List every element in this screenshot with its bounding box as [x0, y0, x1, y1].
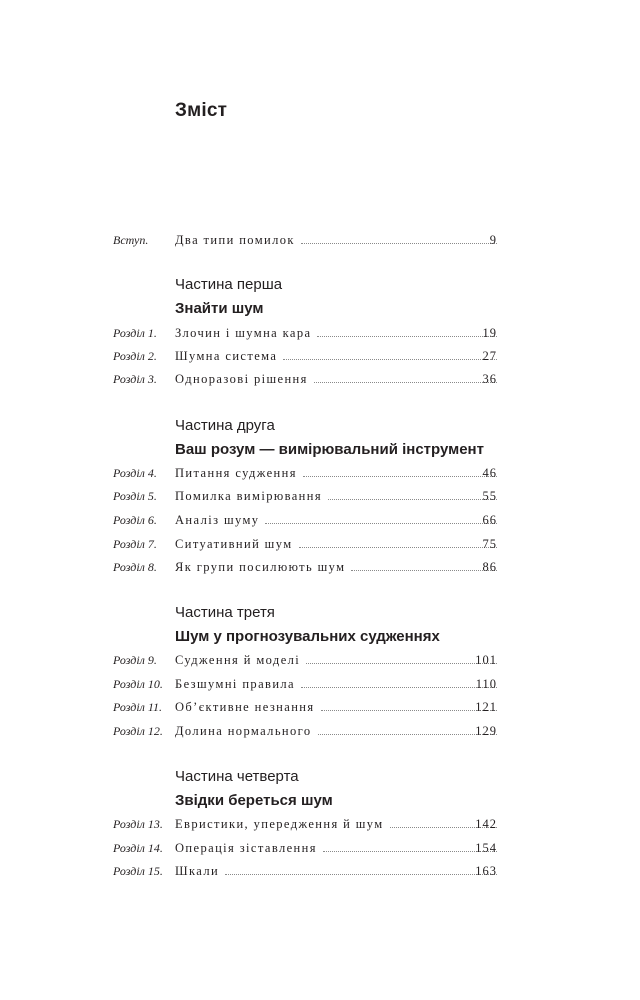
part-1-title: Знайти шум [175, 300, 264, 317]
part-4-title: Звідки береться шум [175, 792, 333, 809]
entry-label: Розділ 14. [113, 841, 163, 855]
entry-page-number: 163 [475, 864, 497, 878]
entry-label: Розділ 7. [113, 537, 157, 551]
entry-label: Розділ 1. [113, 326, 157, 340]
entry-page-number: 75 [482, 537, 497, 551]
entry-page-number: 27 [482, 349, 497, 363]
entry-title: Евристики, упередження й шум [175, 817, 384, 831]
entry-title: Як групи посилюють шум [175, 560, 346, 574]
entry-page-number: 19 [482, 326, 497, 340]
part-2-title: Ваш розум — вимірювальний інструмент [175, 441, 484, 458]
toc-entry-chapter-13[interactable] [0, 815, 640, 837]
entry-page-number: 154 [475, 841, 497, 855]
part-2-label: Частина друга [175, 417, 275, 434]
entry-page-number: 46 [482, 466, 497, 480]
entry-page-number: 66 [482, 513, 497, 527]
entry-page-number: 86 [482, 560, 497, 574]
entry-label: Розділ 2. [113, 349, 157, 363]
entry-title: Ситуативний шум [175, 537, 293, 551]
entry-label: Розділ 10. [113, 677, 163, 691]
part-3-title: Шум у прогнозувальних судженнях [175, 628, 440, 645]
entry-label: Розділ 5. [113, 489, 157, 503]
toc-entry-chapter-10[interactable] [0, 675, 640, 697]
toc-entry-chapter-8[interactable] [0, 558, 640, 580]
entry-page-number: 129 [475, 724, 497, 738]
entry-page-number: 121 [475, 700, 497, 714]
entry-label: Розділ 11. [113, 700, 163, 714]
toc-entry-chapter-9[interactable] [0, 651, 640, 673]
entry-page-number: 142 [475, 817, 497, 831]
toc-entry-intro[interactable] [0, 231, 640, 253]
entry-page-number: 9 [489, 233, 497, 247]
entry-page-number: 36 [482, 372, 497, 386]
entry-label: Розділ 9. [113, 653, 157, 667]
entry-title: Об’єктивне незнання [175, 700, 315, 714]
toc-entry-chapter-3[interactable] [0, 370, 640, 392]
entry-label: Розділ 13. [113, 817, 163, 831]
entry-page-number: 110 [475, 677, 497, 691]
entry-title: Одноразові рішення [175, 372, 308, 386]
entry-title: Долина нормального [175, 724, 312, 738]
entry-title: Два типи помилок [175, 233, 295, 247]
toc-entry-chapter-5[interactable] [0, 487, 640, 509]
entry-title: Злочин і шумна кара [175, 326, 312, 340]
entry-title: Шкали [175, 864, 220, 878]
entry-title: Питання судження [175, 466, 297, 480]
part-3-label: Частина третя [175, 604, 275, 621]
toc-entry-chapter-2[interactable] [0, 347, 640, 369]
entry-page-number: 55 [482, 489, 497, 503]
entry-title: Шумна система [175, 349, 278, 363]
part-1-label: Частина перша [175, 276, 283, 293]
page-title: Зміст [175, 100, 228, 121]
toc-entry-chapter-6[interactable] [0, 511, 640, 533]
entry-label: Розділ 4. [113, 466, 157, 480]
entry-label: Розділ 8. [113, 560, 157, 574]
toc-entry-chapter-14[interactable] [0, 839, 640, 861]
toc-entry-chapter-15[interactable] [0, 862, 640, 884]
toc-entry-chapter-11[interactable] [0, 698, 640, 720]
entry-title: Безшумні правила [175, 677, 295, 691]
entry-title: Помилка вимірювання [175, 489, 323, 503]
toc-entry-chapter-12[interactable] [0, 722, 640, 744]
toc-entry-chapter-1[interactable] [0, 324, 640, 346]
toc-entry-chapter-4[interactable] [0, 464, 640, 486]
entry-title: Судження й моделі [175, 653, 301, 667]
entry-label: Розділ 12. [113, 724, 163, 738]
part-4-label: Частина четверта [175, 768, 299, 785]
entry-page-number: 101 [475, 653, 497, 667]
entry-label: Розділ 6. [113, 513, 157, 527]
entry-title: Аналіз шуму [175, 513, 260, 527]
toc-entry-chapter-7[interactable] [0, 535, 640, 557]
entry-label: Розділ 3. [113, 372, 157, 386]
entry-label: Розділ 15. [113, 864, 163, 878]
entry-label: Вступ. [113, 233, 149, 247]
entry-title: Операція зіставлення [175, 841, 317, 855]
